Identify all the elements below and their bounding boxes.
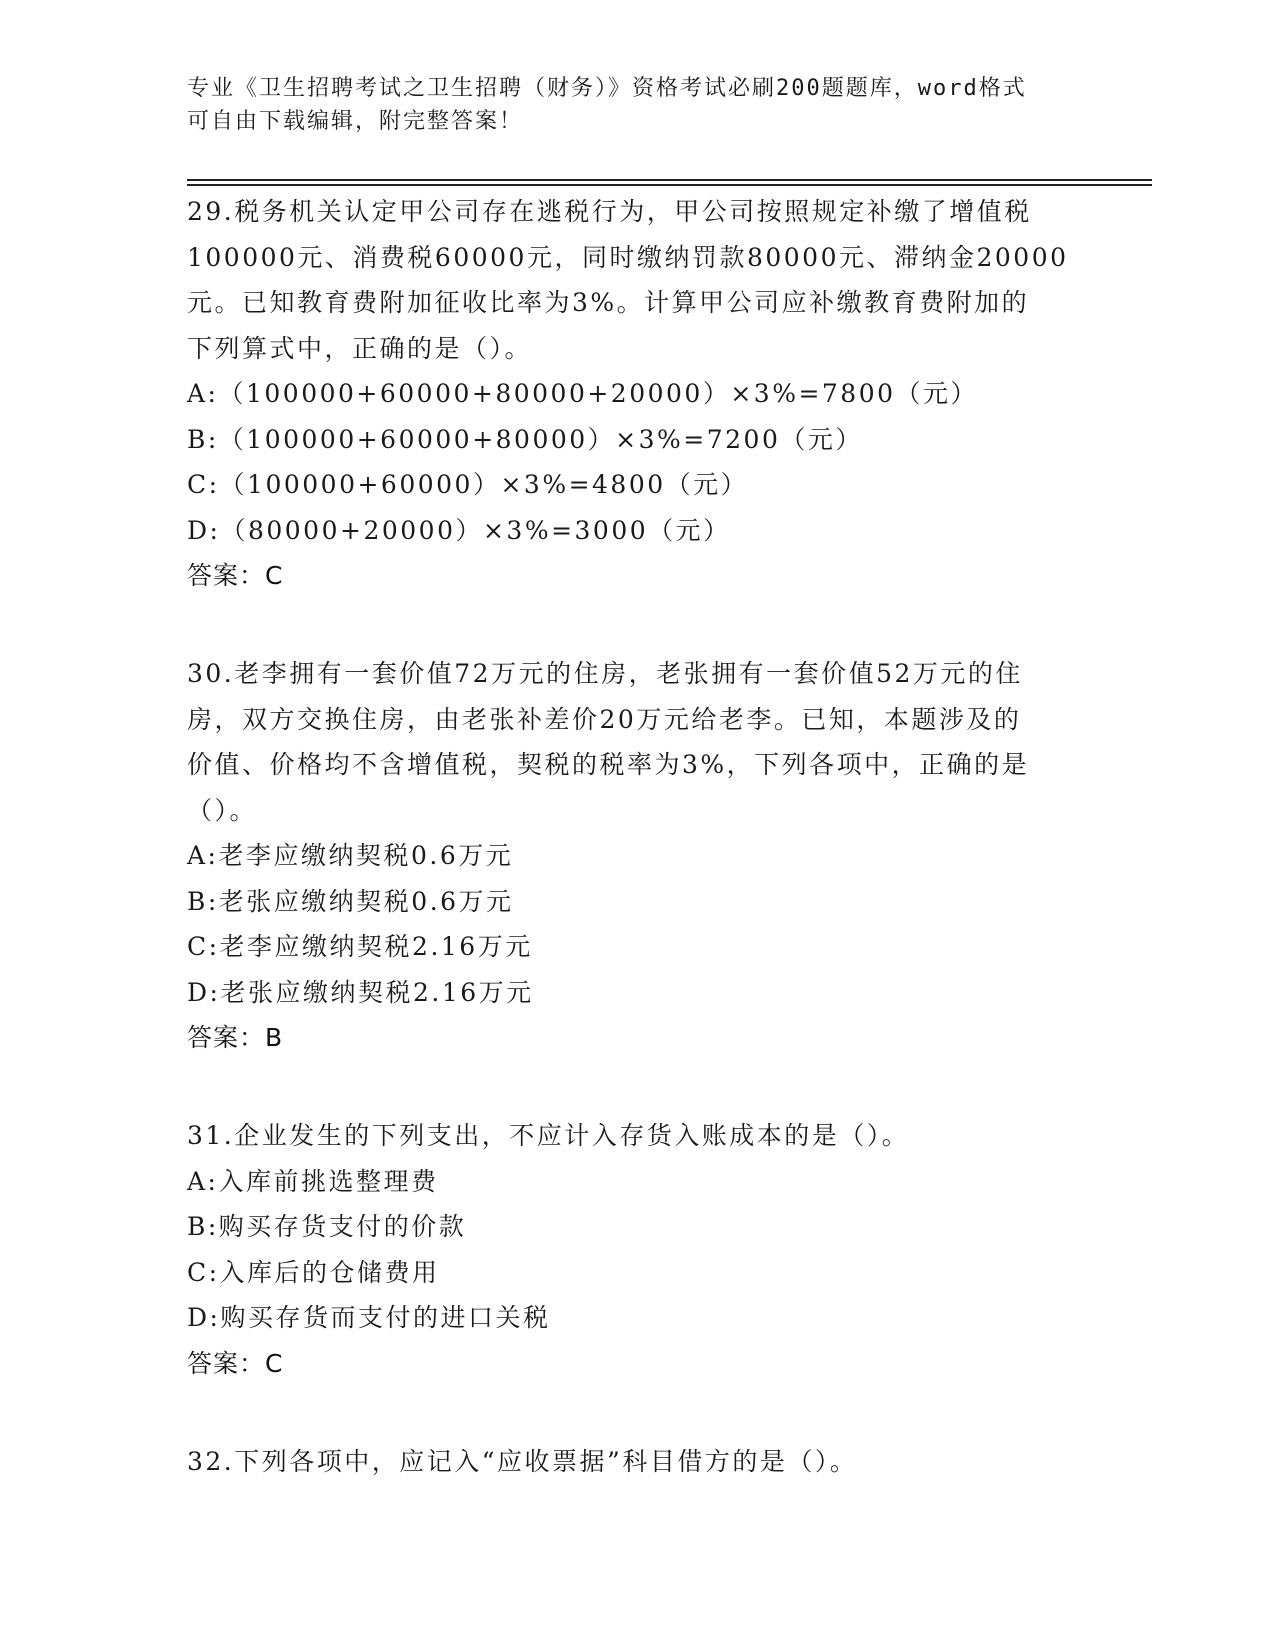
option-d: D:老张应缴纳契税2.16万元	[187, 977, 534, 1007]
question-stem-line: 29.税务机关认定甲公司存在逃税行为，甲公司按照规定补缴了增值税	[187, 197, 1032, 226]
answer-label: 答案：B	[187, 1023, 284, 1052]
answer-label: 答案：C	[187, 1348, 284, 1378]
question-31	[187, 1113, 1087, 1387]
option-b: B:老张应缴纳契税0.6万元	[187, 886, 514, 916]
option-b: B:购买存货支付的价款	[187, 1212, 467, 1241]
option-d: D:购买存货而支付的进口关税	[187, 1303, 551, 1332]
question-list	[187, 189, 1087, 1536]
question-29	[187, 189, 1087, 599]
header-line-2: 可自由下载编辑，附完整答案！	[187, 109, 524, 134]
option-b: B:（100000+60000+80000）×3%=7200（元）	[187, 424, 863, 454]
question-30	[187, 651, 1087, 1061]
question-stem-line: 100000元、消费税60000元，同时缴纳罚款80000元、滞纳金20000	[187, 242, 1069, 272]
option-a: A:（100000+60000+80000+20000）×3%=7800（元）	[187, 379, 979, 408]
header-line-1: 专业《卫生招聘考试之卫生招聘（财务）》资格考试必刷200题题库，word格式	[187, 76, 1027, 101]
question-stem-line: 下列算式中，正确的是（）。	[187, 333, 533, 363]
question-stem-line: 元。已知教育费附加征收比率为3%。计算甲公司应补缴教育费附加的	[187, 288, 1030, 317]
option-c: C:（100000+60000）×3%=4800（元）	[187, 470, 749, 499]
option-a: A:老李应缴纳契税0.6万元	[187, 841, 514, 870]
answer-label: 答案：C	[187, 561, 284, 590]
question-stem-line: 30.老李拥有一套价值72万元的住房，老张拥有一套价值52万元的住	[187, 659, 1023, 688]
question-stem-line: 房，双方交换住房，由老张补差价20万元给老李。已知，本题涉及的	[187, 704, 1022, 734]
option-c: C:入库后的仓储费用	[187, 1257, 440, 1287]
question-stem-line: 价值、价格均不含增值税，契税的税率为3%，下列各项中，正确的是	[187, 750, 1030, 779]
document-header	[187, 72, 1067, 138]
header-divider-bottom	[187, 184, 1152, 186]
question-stem-line: 31.企业发生的下列支出，不应计入存货入账成本的是（）。	[187, 1121, 910, 1150]
option-a: A:入库前挑选整理费	[187, 1166, 439, 1196]
question-32	[187, 1439, 1087, 1485]
option-c: C:老李应缴纳契税2.16万元	[187, 932, 533, 961]
question-stem-line: （）。	[187, 795, 258, 825]
header-divider-top	[187, 179, 1152, 181]
question-stem-line: 32.下列各项中，应记入“应收票据”科目借方的是（）。	[187, 1446, 858, 1476]
option-d: D:（80000+20000）×3%=3000（元）	[187, 515, 731, 545]
